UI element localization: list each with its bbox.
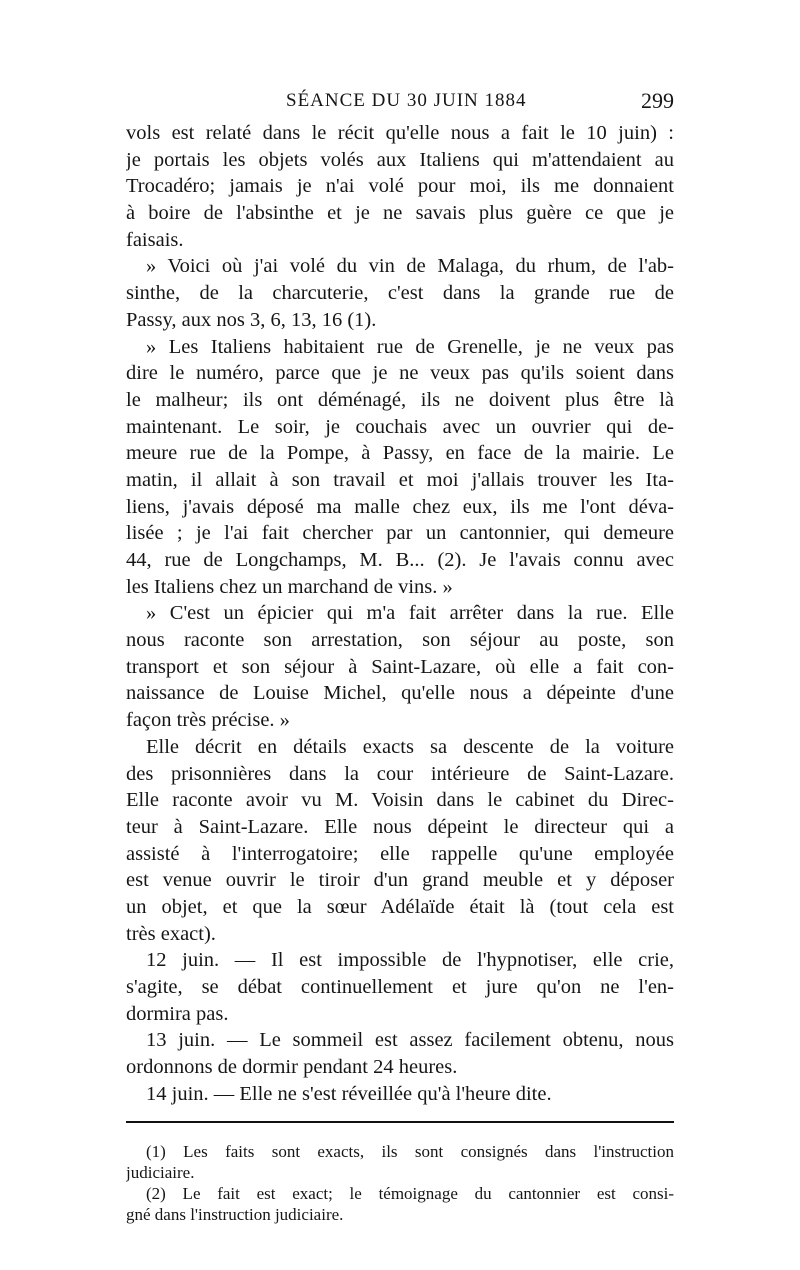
text-line: Elle raconte avoir vu M. Voisin dans le cabinet du Direc- [126,789,674,812]
text-line: meure rue de la Pompe, à Passy, en face de la mairie. Le [126,442,674,465]
text-line: 12 juin. — Il est impossible de l'hypnotiser, elle crie, [146,949,674,972]
text-line: un objet, et que la sœur Adélaïde était là (tout cela est [126,895,674,918]
text-line: le malheur; ils ont déménagé, ils ne doivent plus être là [126,388,674,411]
text-line: vols est relaté dans le récit qu'elle nous a fait le 10 juin) : [126,122,674,144]
text-line: dire le numéro, parce que je ne veux pas qu'ils soient dans [126,362,674,385]
book-page [126,86,674,1225]
page-header [126,86,674,120]
page-number: 299 [641,88,674,113]
text-line: façon très précise. » [126,709,290,732]
footnote-line: gné dans l'instruction judiciaire. [126,1205,344,1225]
body-text [126,120,674,1107]
text-line: à boire de l'absinthe et je ne savais plus guère ce que je [126,202,674,225]
text-line: » C'est un épicier qui m'a fait arrêter dans la rue. Elle [146,602,674,625]
footnote-rule [126,1121,674,1123]
text-line: Passy, aux nos 3, 6, 13, 16 (1). [126,308,377,331]
footnotes [126,1141,674,1225]
text-line: assisté à l'interrogatoire; elle rappelle qu'une employée [126,842,674,865]
text-line: est venue ouvrir le tiroir d'un grand meuble et y déposer [126,869,674,892]
footnote-line: (2) Le fait est exact; le témoignage du cantonnier est consi- [146,1184,674,1204]
text-line: sinthe, de la charcuterie, c'est dans la grande rue de [126,282,674,305]
text-line: 44, rue de Longchamps, M. B... (2). Je l'avais connu avec [126,549,674,571]
text-line: les Italiens chez un marchand de vins. » [126,575,453,598]
text-line: Trocadéro; jamais je n'ai volé pour moi, ils me donnaient [126,175,674,198]
text-line: 13 juin. — Le sommeil est assez facilement obtenu, nous [146,1029,674,1052]
footnote-line: judiciaire. [126,1163,195,1183]
text-line: des prisonnières dans la cour intérieure de Saint-Lazare. [126,762,674,785]
text-line: 14 juin. — Elle ne s'est réveillée qu'à l'heure dite. [146,1082,552,1105]
text-line: nous raconte son arrestation, son séjour au poste, son [126,629,674,652]
text-line: teur à Saint-Lazare. Elle nous dépeint le directeur qui a [126,815,674,838]
text-line: faisais. [126,228,184,251]
text-line: maintenant. Le soir, je couchais avec un ouvrier qui de- [126,415,674,438]
text-line: très exact). [126,922,216,945]
text-line: » Les Italiens habitaient rue de Grenelle, je ne veux pas [146,335,674,358]
text-line: liens, j'avais déposé ma malle chez eux, ils me l'ont déva- [126,495,674,518]
text-line: je portais les objets volés aux Italiens qui m'attendaient au [126,148,674,171]
text-line: Elle décrit en détails exacts sa descente de la voiture [146,735,674,758]
text-line: transport et son séjour à Saint-Lazare, où elle a fait con- [126,655,674,678]
text-line: s'agite, se débat continuellement et jure qu'on ne l'en- [126,976,674,998]
text-line: » Voici où j'ai volé du vin de Malaga, du rhum, de l'ab- [146,255,674,278]
text-line: naissance de Louise Michel, qu'elle nous a dépeinte d'une [126,682,674,705]
running-head: SÉANCE DU 30 JUIN 1884 [286,90,527,111]
text-line: ordonnons de dormir pendant 24 heures. [126,1056,458,1079]
text-line: dormira pas. [126,1002,229,1025]
text-line: lisée ; je l'ai fait chercher par un cantonnier, qui demeure [126,522,674,545]
footnote-line: (1) Les faits sont exacts, ils sont consignés dans l'instruction [146,1142,674,1162]
text-line: matin, il allait à son travail et moi j'allais trouver les Ita- [126,468,674,491]
